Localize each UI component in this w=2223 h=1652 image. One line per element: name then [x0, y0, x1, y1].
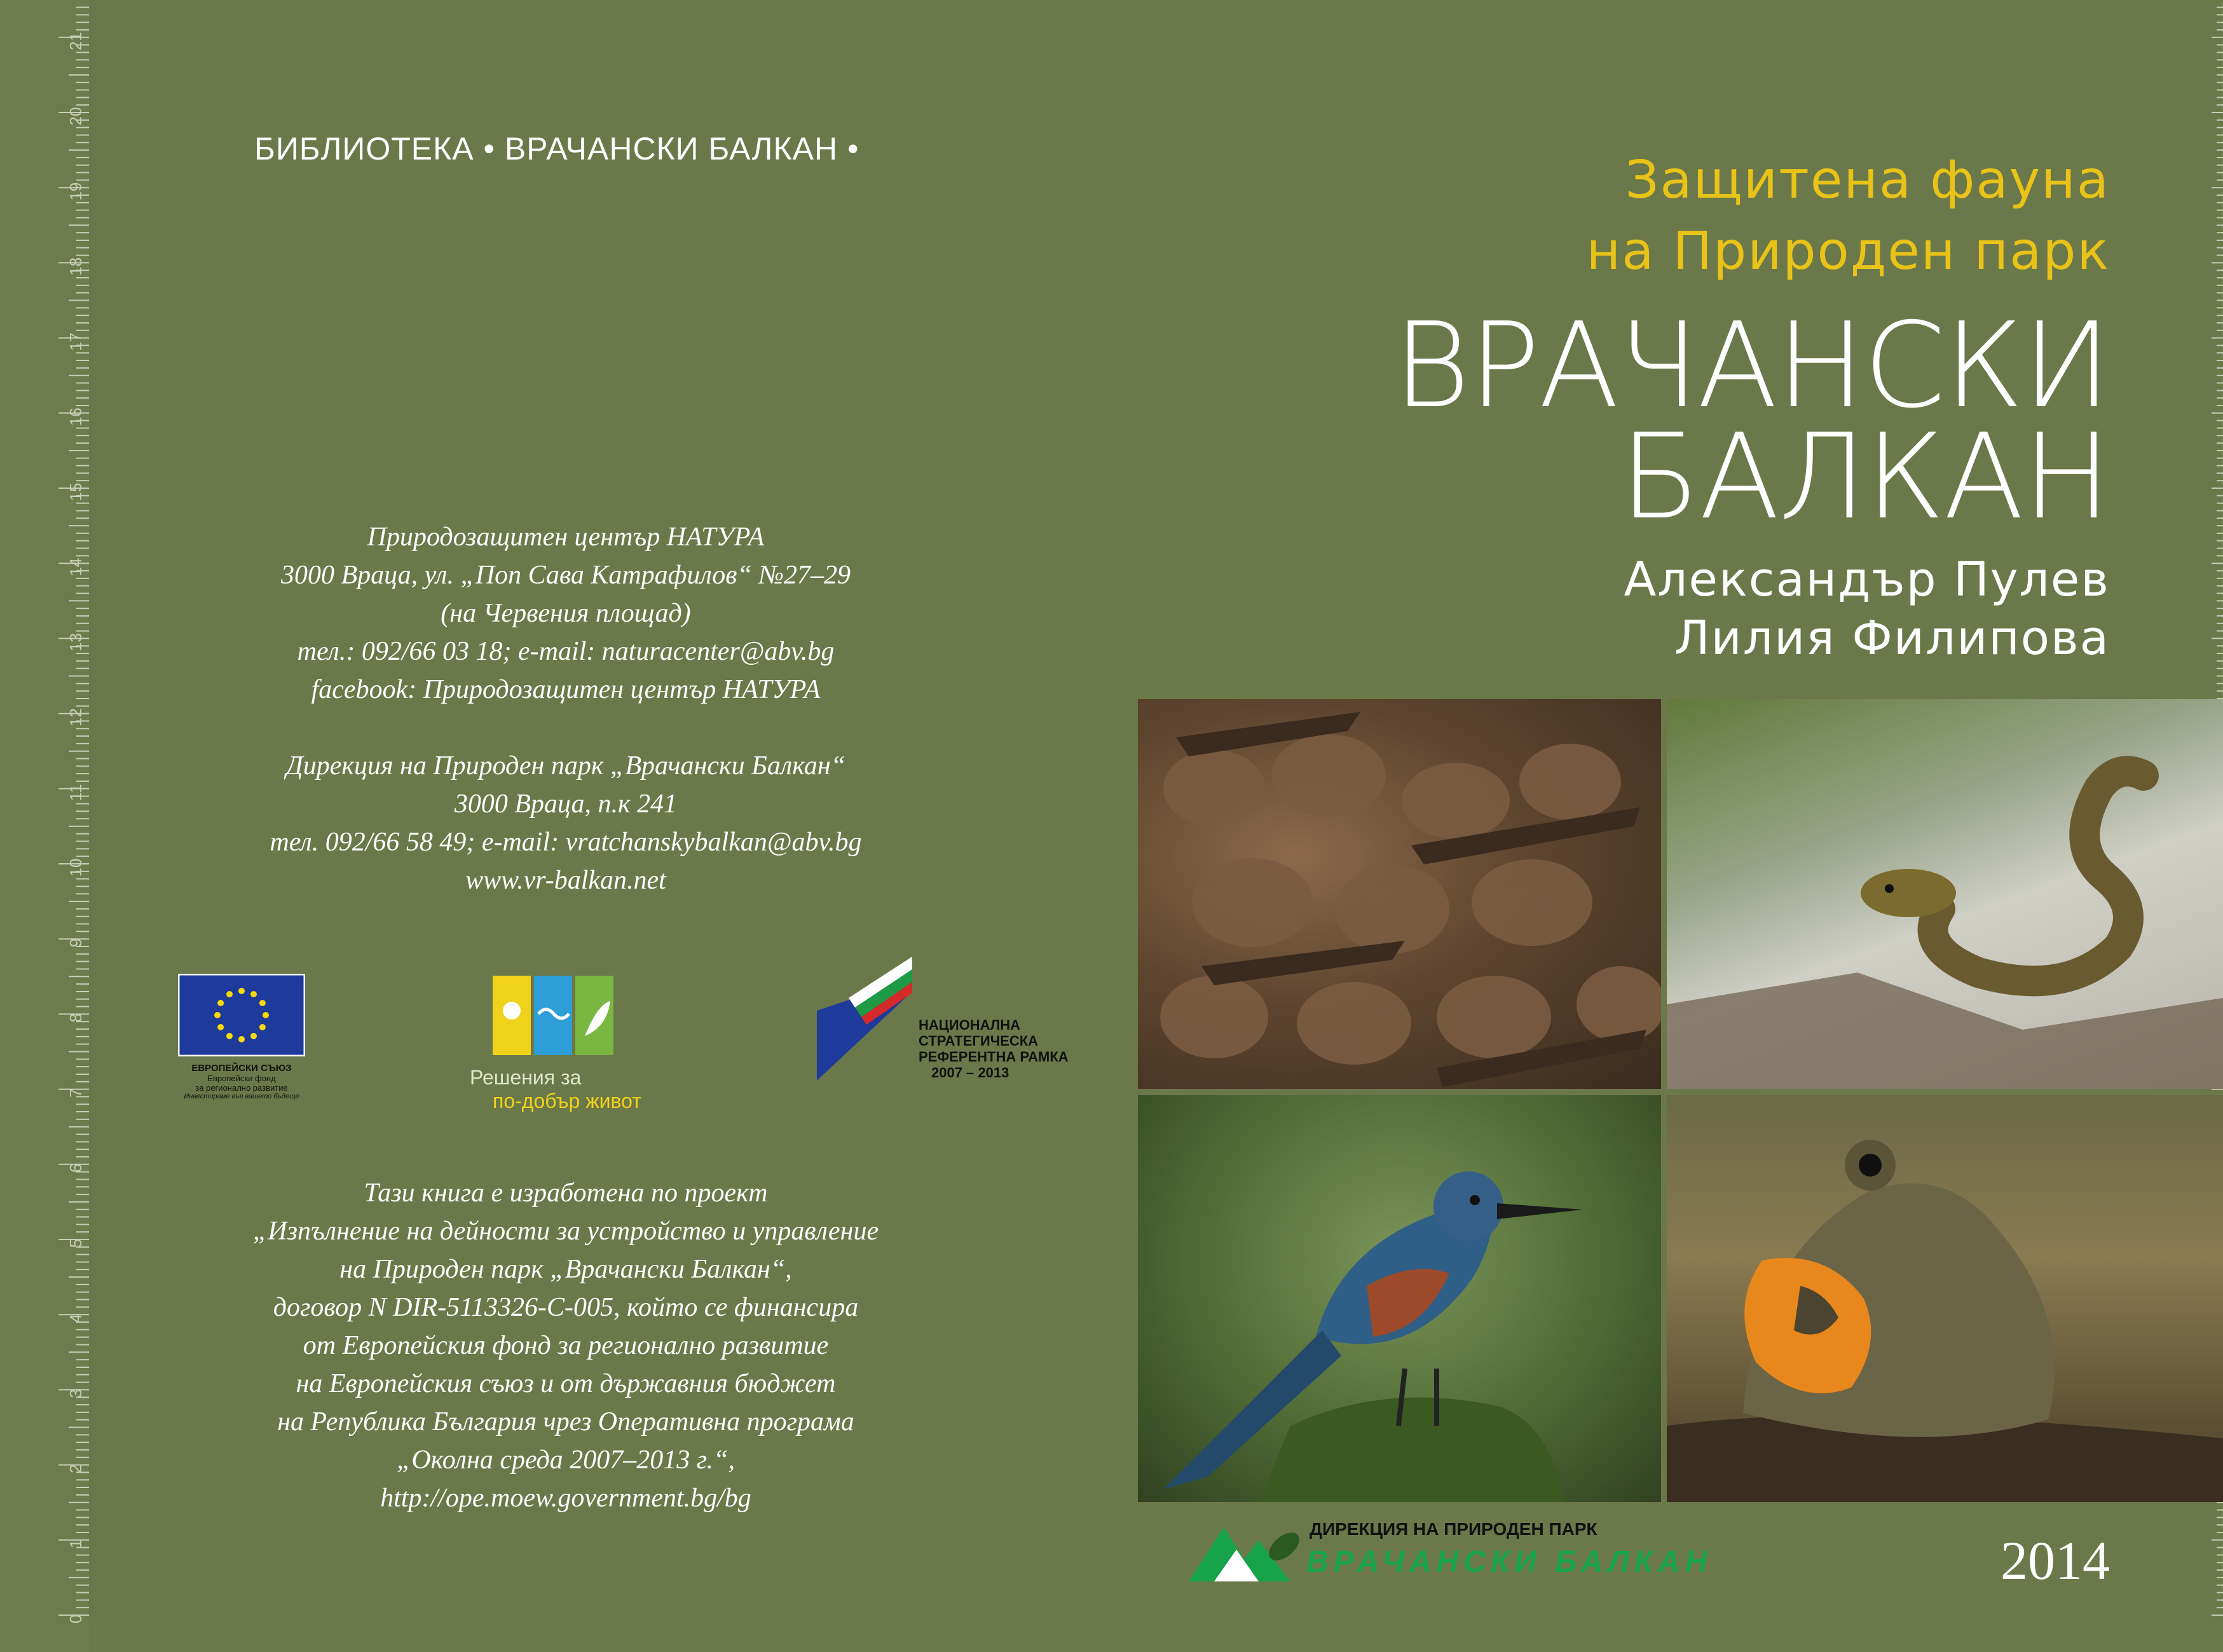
eu-star-icon: [226, 1033, 233, 1039]
eu-star-icon: [226, 991, 233, 997]
mountain-leaf-icon: [1189, 1515, 1303, 1585]
title-line-2: БАЛКАН: [1620, 408, 2110, 545]
ruler-number: 7: [66, 1088, 85, 1098]
eu-star-icon: [250, 991, 257, 997]
project-line: договор N DIR-5113326-C-005, който се финансира: [273, 1293, 859, 1322]
subtitle-line-1: Защитена фауна: [1625, 150, 2110, 210]
ruler-number: 3: [66, 1389, 85, 1398]
project-info: [165, 1174, 966, 1517]
ruler-number: 12: [66, 708, 85, 727]
author-1: Александър Пулев: [1624, 552, 2110, 607]
nsrf-label-4: 2007 – 2013: [931, 1065, 1009, 1081]
nsrf-labels: [919, 1017, 1069, 1081]
eu-star-icon: [259, 1000, 266, 1006]
ruler-number: 8: [66, 1013, 85, 1023]
solutions-label-1: Решения за: [470, 1066, 582, 1089]
directorate-logo: [1189, 1512, 1748, 1594]
project-line: Тази книга е изработена по проект: [364, 1178, 768, 1208]
ruler-number: 4: [66, 1313, 85, 1323]
photo-bats: [1138, 699, 1661, 1089]
contact-line: Дирекция на Природен парк „Врачански Балкан“: [285, 751, 846, 781]
snake-image: [1667, 699, 2223, 1089]
ruler-number: 0: [66, 1614, 85, 1624]
toad-image: [1667, 1095, 2223, 1502]
project-line: от Европейския фонд за регионално развитие: [303, 1331, 829, 1360]
eu-label-3: за регионално развитие: [195, 1083, 288, 1093]
year: 2014: [2001, 1530, 2110, 1591]
photo-toad: [1667, 1095, 2223, 1502]
series-title: БИБЛИОТЕКА • ВРАЧАНСКИ БАЛКАН •: [254, 131, 859, 167]
eu-star-icon: [214, 1012, 221, 1018]
solutions-label-2: по-добър живот: [493, 1089, 641, 1112]
ruler-number: 10: [66, 858, 85, 877]
nsrf-label-2: СТРАТЕГИЧЕСКА: [919, 1033, 1039, 1049]
ruler-number: 15: [66, 482, 85, 502]
eu-label-4: Инвестираме във вашето бъдеще: [184, 1093, 299, 1100]
contact-directorate: [165, 747, 966, 899]
ruler-number: 20: [66, 107, 85, 126]
ruler-number: 21: [66, 32, 85, 51]
solutions-logo: [467, 976, 671, 1116]
contact-line: facebook: Природозащитен център НАТУРА: [311, 675, 821, 704]
ruler: [0, 0, 89, 1652]
ruler-number: 2: [66, 1464, 85, 1473]
contact-line: (на Червения площад): [441, 599, 691, 628]
contact-line: 3000 Враца, п.к 241: [454, 789, 678, 819]
ruler-number: 13: [66, 632, 85, 652]
eu-label-1: ЕВРОПЕЙСКИ СЪЮЗ: [191, 1063, 292, 1074]
project-line: „Изпълнение на дейности за устройство и управление: [252, 1217, 879, 1246]
ruler-number: 18: [66, 257, 85, 276]
author-2: Лилия Филипова: [1674, 611, 2110, 666]
project-line: http://ope.moew.government.bg/bg: [380, 1484, 751, 1513]
photo-bird: [1138, 1095, 1661, 1502]
eu-star-icon: [217, 1000, 224, 1006]
contact-natura: [165, 518, 966, 709]
bats-image: [1138, 699, 1661, 1089]
directorate-line-1: ДИРЕКЦИЯ НА ПРИРОДЕН ПАРК: [1310, 1519, 1597, 1539]
eu-star-icon: [238, 1036, 245, 1042]
eu-flag-icon: [178, 974, 305, 1056]
project-line: на Република България чрез Оперативна програма: [277, 1407, 854, 1437]
contact-line: 3000 Враца, ул. „Поп Сава Катрафилов“ №27–29: [281, 561, 851, 590]
title-line-1: ВРАЧАНСКИ: [1393, 297, 2110, 434]
ruler-number: 11: [66, 784, 85, 802]
eu-star-icon: [217, 1024, 224, 1030]
ruler-number: 17: [66, 332, 85, 352]
project-line: на Европейския съюз и от държавния бюджет: [296, 1369, 836, 1398]
eu-logo: [178, 974, 305, 1114]
eu-label-2: Европейски фонд: [207, 1074, 276, 1083]
nsrf-logo: [811, 953, 1069, 1093]
directorate-line-2: ВРАЧАНСКИ БАЛКАН: [1306, 1545, 1713, 1579]
ruler-number: 9: [66, 938, 85, 948]
contact-line: www.vr-balkan.net: [465, 866, 666, 895]
project-line: на Природен парк „Врачански Балкан“,: [339, 1255, 792, 1284]
project-line: „Околна среда 2007–2013 г.“,: [396, 1445, 735, 1475]
eu-star-icon: [238, 988, 245, 994]
ruler-number: 6: [66, 1163, 85, 1173]
nsrf-icon: [811, 953, 919, 1087]
contact-line: тел. 092/66 58 49; e-mail: vratchanskybalkan@abv.bg: [270, 828, 862, 857]
nsrf-label-1: НАЦИОНАЛНА: [919, 1017, 1021, 1033]
photo-snake: [1667, 699, 2223, 1089]
eu-star-icon: [259, 1024, 266, 1030]
contact-line: тел.: 092/66 03 18; e-mail: naturacenter@abv.bg: [297, 637, 835, 666]
ruler-number: 16: [66, 407, 85, 427]
ruler-number: 5: [66, 1238, 85, 1248]
ruler-number: 1: [66, 1539, 85, 1549]
ruler-number: 19: [66, 182, 85, 201]
solutions-icon: [493, 976, 658, 1058]
eu-star-icon: [263, 1012, 269, 1018]
bird-image: [1138, 1095, 1661, 1502]
nsrf-label-3: РЕФЕРЕНТНА РАМКА: [919, 1049, 1069, 1065]
ruler-number: 14: [66, 557, 85, 577]
eu-star-icon: [250, 1033, 257, 1039]
subtitle-line-2: на Природен парк: [1586, 221, 2110, 282]
contact-line: Природозащитен център НАТУРА: [367, 522, 765, 552]
